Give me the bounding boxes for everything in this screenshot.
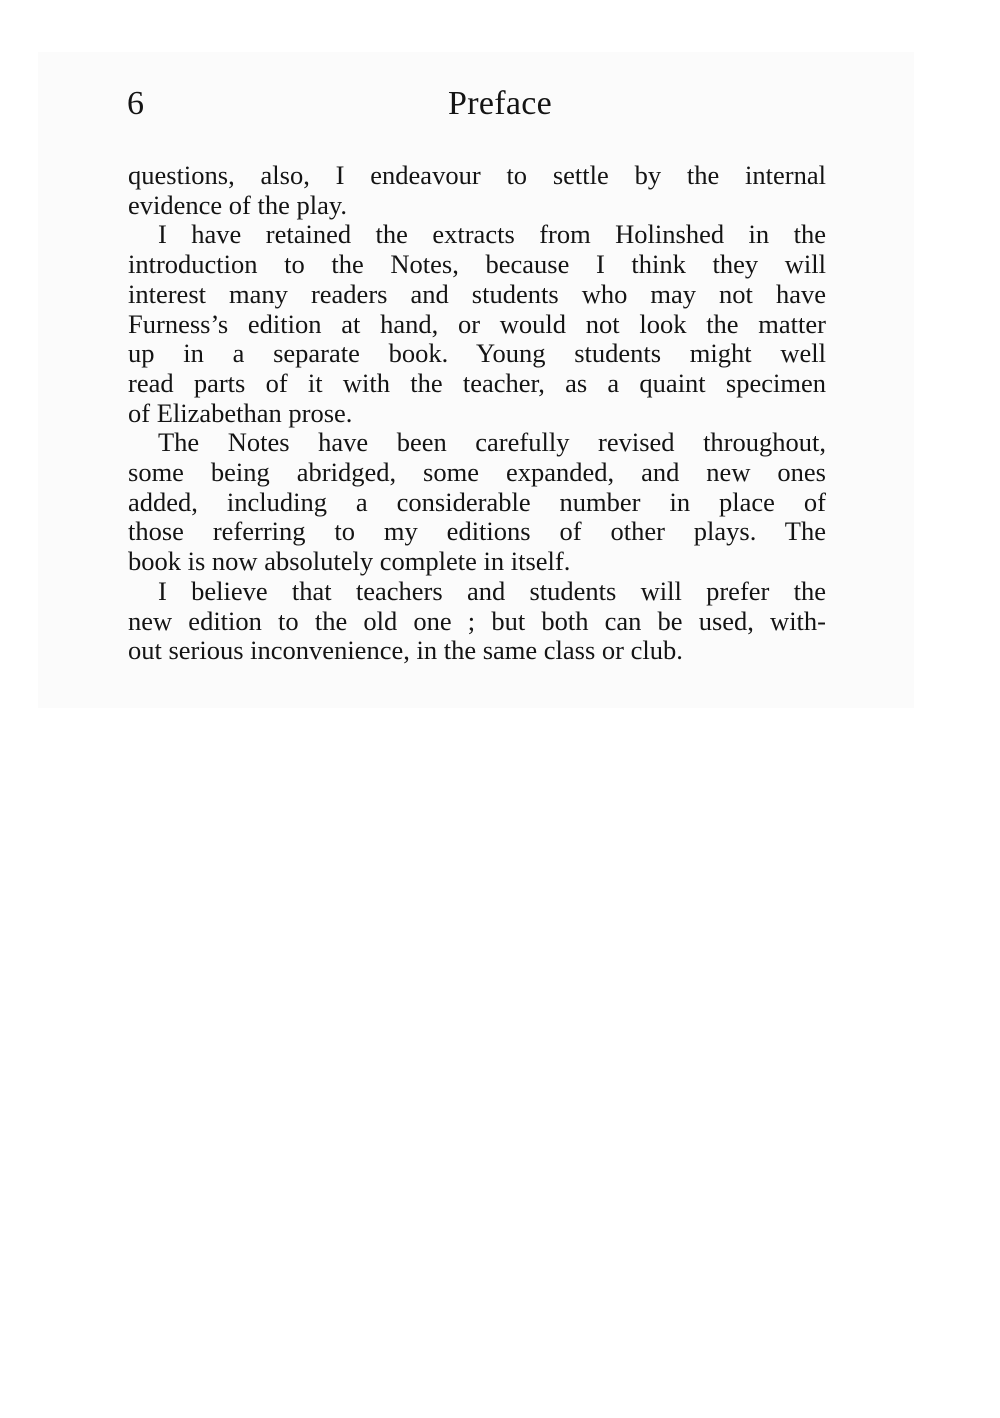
text-line: book is now absolutely complete in itself. xyxy=(128,546,571,577)
text-line: Furness’s edition at hand, or would not look the matter xyxy=(128,308,826,339)
text-line: interest many readers and students who may not have xyxy=(128,278,826,309)
body-text xyxy=(128,161,826,666)
text-line: The Notes have been carefully revised throughout, xyxy=(158,427,826,458)
text-line: of Elizabethan prose. xyxy=(128,397,353,428)
text-line: new edition to the old one ; but both can be used, with- xyxy=(128,605,826,636)
text-line: some being abridged, some expanded, and new ones xyxy=(128,457,826,488)
running-title: Preface xyxy=(447,85,553,122)
paragraph-1 xyxy=(128,161,826,220)
text-line: questions, also, I endeavour to settle by the internal xyxy=(128,160,826,190)
text-line: up in a separate book. Young students might well xyxy=(128,338,826,369)
text-line: out serious inconvenience, in the same class or club. xyxy=(128,635,683,666)
text-line: I believe that teachers and students will prefer the xyxy=(158,575,826,606)
text-line: read parts of it with the teacher, as a quaint specimen xyxy=(128,367,826,398)
page-number: 6 xyxy=(127,85,144,122)
text-line: I have retained the extracts from Holinshed in the xyxy=(158,219,826,250)
text-line: added, including a considerable number in place of xyxy=(128,486,826,517)
text-line: those referring to my editions of other plays. The xyxy=(128,516,826,547)
text-line: introduction to the Notes, because I think they will xyxy=(128,249,826,280)
text-line: evidence of the play. xyxy=(128,189,348,220)
paragraph-2 xyxy=(128,220,826,428)
paragraph-3 xyxy=(128,428,826,577)
paragraph-4 xyxy=(128,577,826,666)
